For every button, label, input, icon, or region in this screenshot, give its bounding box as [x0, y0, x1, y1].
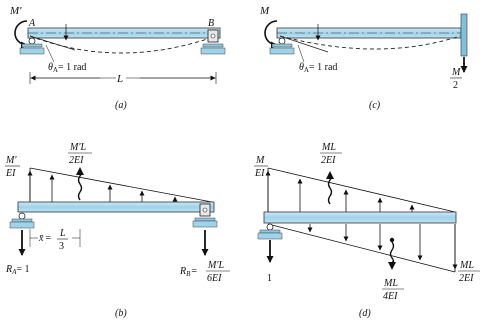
- caption-b: (b): [115, 308, 127, 319]
- resultant-arrowhead-b: [76, 167, 84, 175]
- bottom-num-d: ML: [384, 278, 398, 289]
- caption-c: (c): [369, 100, 381, 111]
- upward-load-arrows-d: [268, 171, 412, 212]
- xbar-den-b: 3: [59, 241, 64, 252]
- pin-support-a-left: [20, 38, 44, 54]
- moment-label-c: M: [260, 5, 270, 17]
- caption-a: (a): [115, 100, 127, 111]
- panel-a: [9, 5, 225, 111]
- panel-d: [254, 142, 480, 319]
- xbar-num-b: L: [60, 228, 66, 239]
- top-resultant-arrow-d: [329, 176, 332, 204]
- distributed-load-arrows-b: [30, 171, 175, 202]
- top-resultant-arrowhead-d: [326, 171, 334, 179]
- support-b-left: [10, 213, 34, 228]
- rb-den-b: 6EI: [207, 273, 222, 284]
- panel-c: [259, 5, 467, 111]
- theta-label-a: $\theta_A= 1$ rad: [48, 62, 87, 74]
- bottom-resultant-arrowhead-d: [388, 262, 396, 270]
- ordinate-den-d: EI: [255, 168, 265, 179]
- support-d-left: [258, 224, 282, 239]
- top-den-d: 2EI: [321, 155, 336, 166]
- resultant-den-b: 2EI: [69, 155, 84, 166]
- downward-load-arrows-d: [310, 224, 455, 269]
- moment-arrow-c: [265, 21, 277, 45]
- wall-reaction-den-c: 2: [453, 80, 458, 91]
- resultant-num-b: M′L: [70, 142, 87, 153]
- ordinate-num-b: M′: [6, 155, 17, 166]
- theta-label-c: $\theta_A= 1$ rad: [299, 62, 338, 74]
- ra-label-b: $R_A= 1$: [6, 264, 30, 276]
- support-label-a-right: B: [208, 18, 215, 29]
- ordinate-den-b: EI: [6, 168, 16, 179]
- support-value-d: 1: [267, 273, 272, 284]
- upper-load-slope-d: [268, 168, 455, 212]
- moment-label-a: M′: [10, 5, 22, 17]
- top-num-d: ML: [322, 142, 336, 153]
- rb-label-b: $R_B=$: [180, 266, 198, 278]
- rb-num-b: M′L: [208, 260, 225, 271]
- wall-reaction-num-c: M: [452, 67, 461, 78]
- lower-load-slope-d: [268, 224, 455, 272]
- resultant-arrow-b: [79, 172, 82, 200]
- bottom-den-d: 4EI: [383, 291, 398, 302]
- beam-d: [264, 212, 456, 223]
- right-num-d: ML: [460, 260, 474, 271]
- load-slope-b: [30, 168, 212, 202]
- fixed-wall-c: [461, 14, 467, 56]
- caption-d: (d): [359, 308, 371, 319]
- right-den-d: 2EI: [459, 273, 474, 284]
- moment-arrow-a: [15, 21, 27, 45]
- theta-leader-c: [298, 45, 304, 62]
- ordinate-num-d: M: [256, 155, 265, 166]
- xbar-label-b: x̄ =: [39, 233, 52, 244]
- beam-b: [18, 202, 214, 212]
- length-label-a: L: [117, 73, 124, 85]
- theta-leader-a: [46, 45, 54, 62]
- support-label-a-left: A: [29, 18, 36, 29]
- panel-b: [5, 142, 230, 319]
- bottom-resultant-arrow-d: [391, 242, 394, 262]
- bottom-resultant-dot-d: [390, 238, 394, 242]
- roller-support-c-left: [270, 38, 294, 54]
